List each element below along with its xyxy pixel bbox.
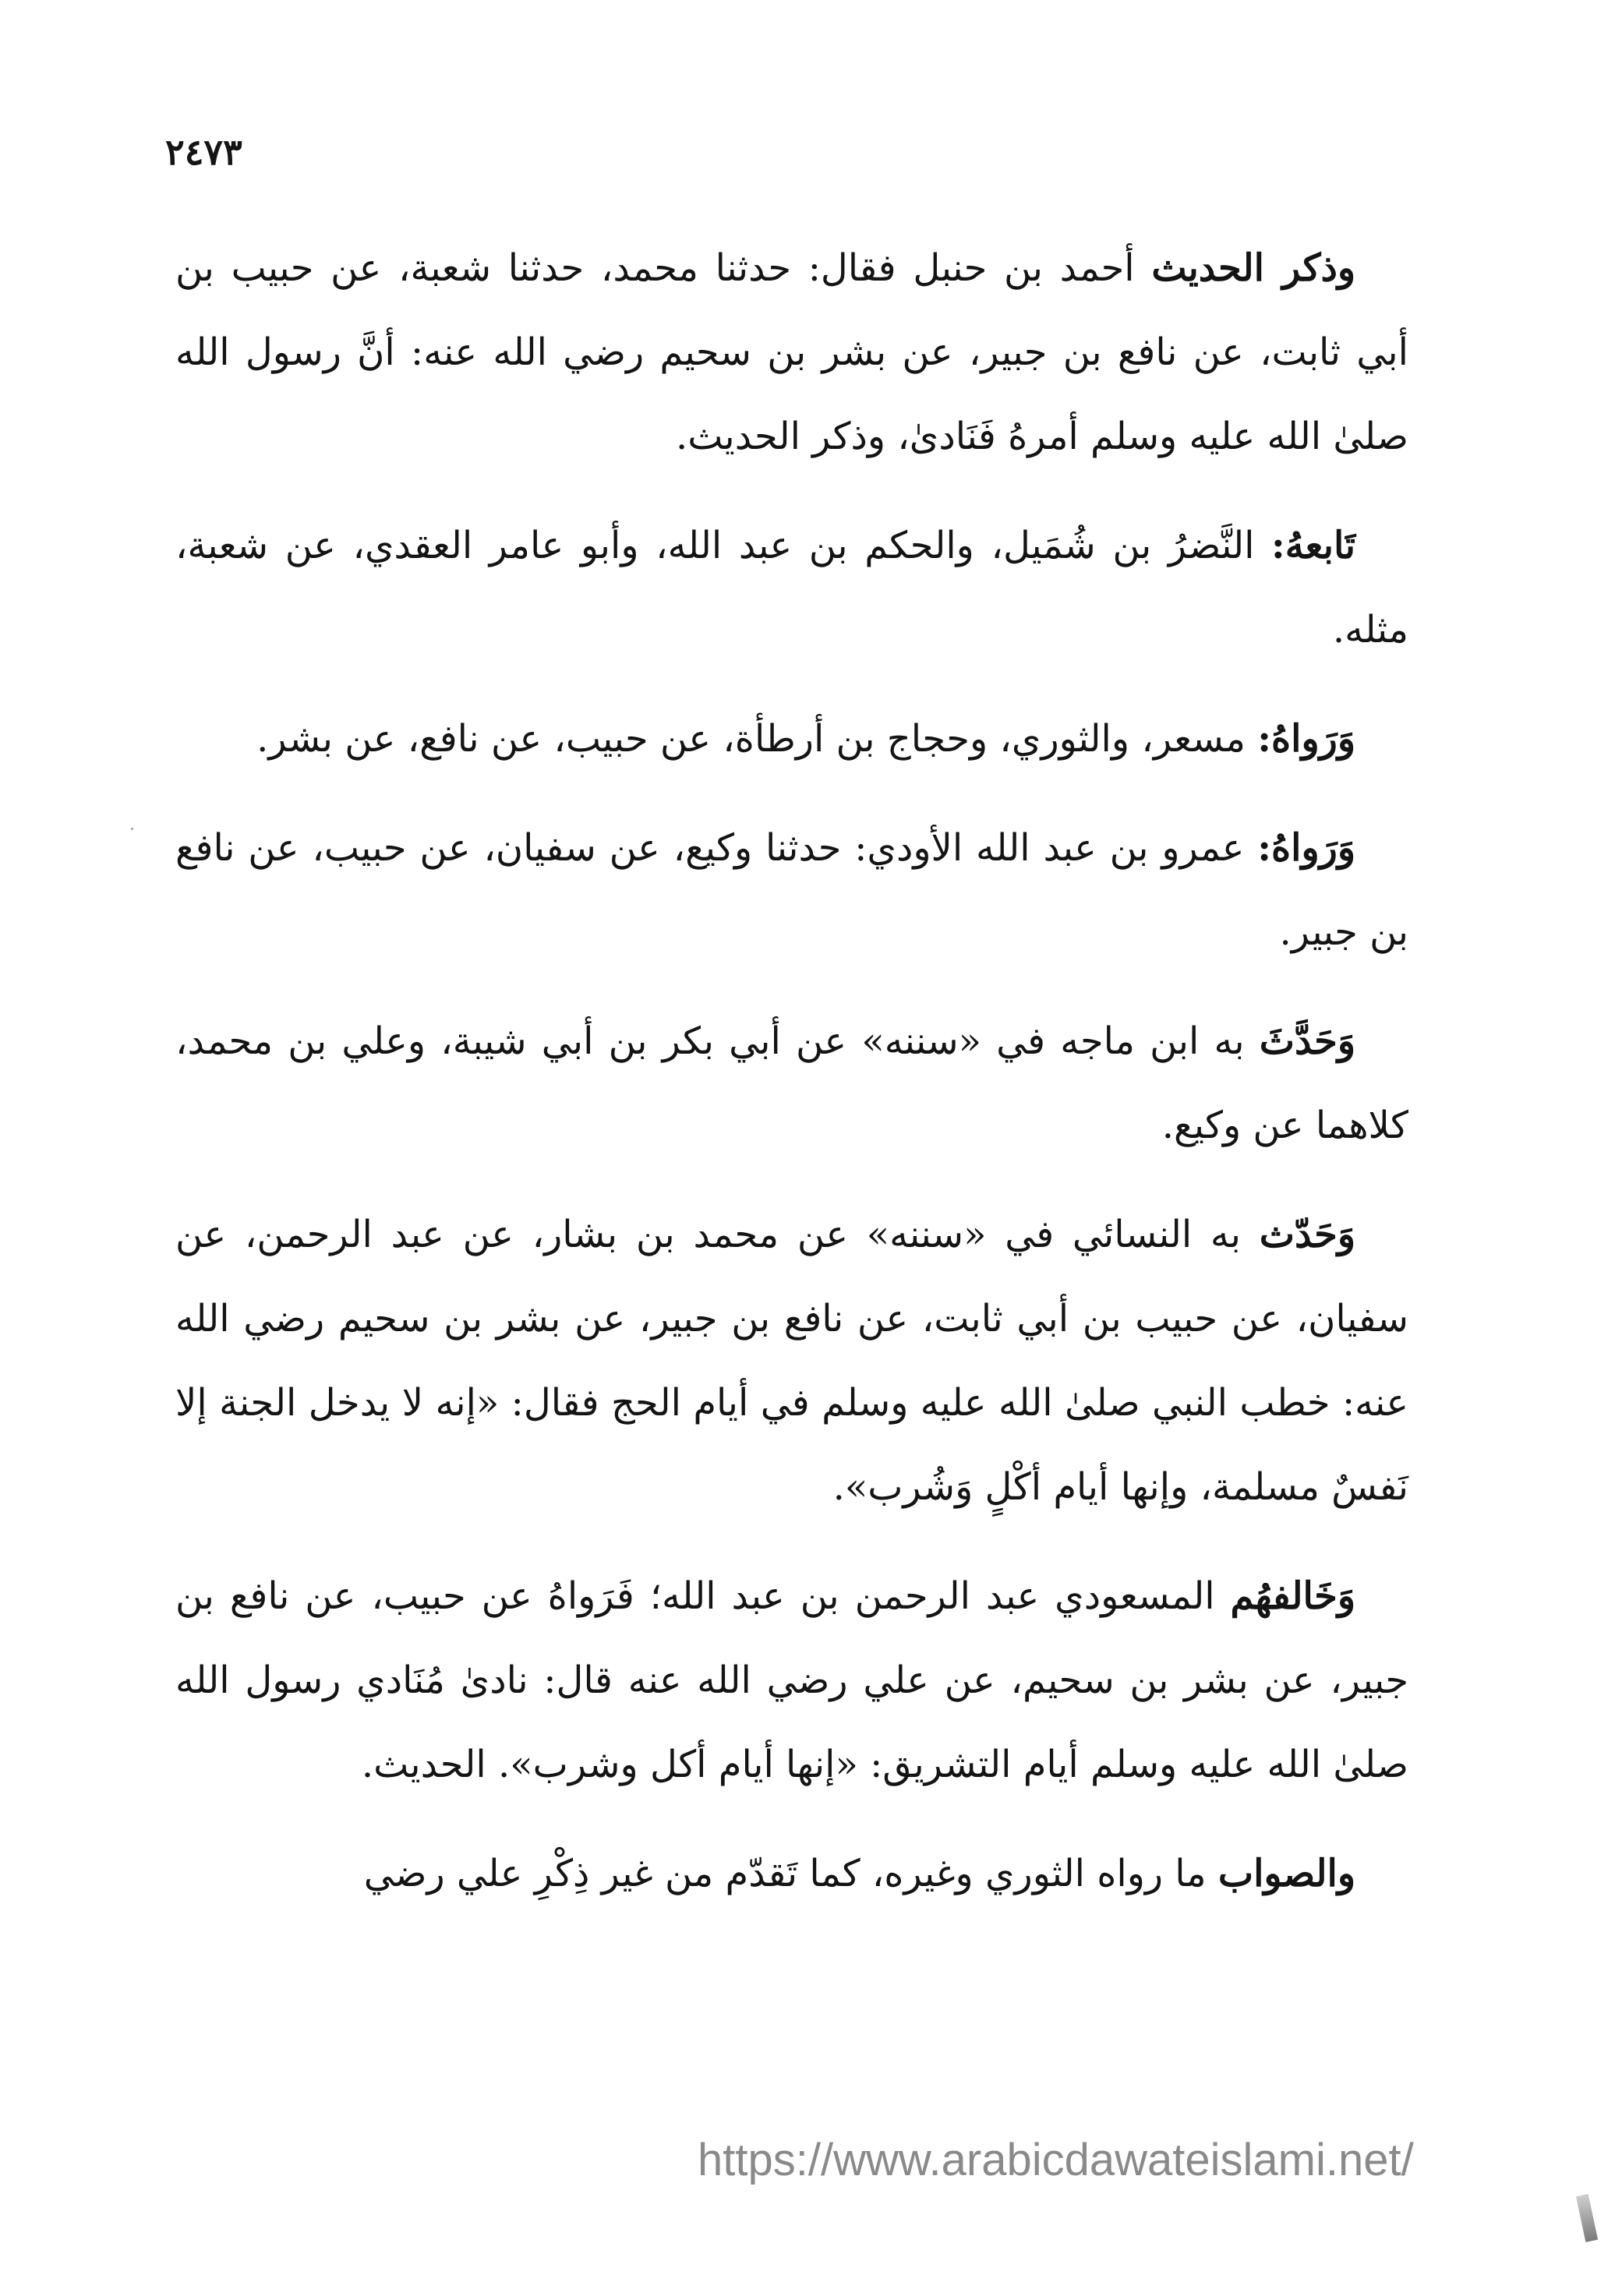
paragraph-text: النَّضرُ بن شُمَيل، والحكم بن عبد الله، وأبو عامر العقدي، عن شعبة، مثله. [175, 524, 1408, 652]
paragraph-text: عمرو بن عبد الله الأودي: حدثنا وكيع، عن سفيان، عن حبيب، عن نافع بن جبير. [175, 826, 1408, 954]
paragraph-lead: والصواب [1217, 1852, 1355, 1895]
paragraph-lead: تَابعهُ: [1271, 524, 1355, 567]
body-text [175, 226, 1408, 1916]
paragraph-lead: وَخَالفهُم [1230, 1574, 1355, 1618]
paragraph-lead: وَرَواهُ: [1257, 826, 1355, 870]
paragraph-text: ما رواه الثوري وغيره، كما تَقدّم من غير ذِكْرِ علي رضي [363, 1852, 1218, 1895]
paragraph [175, 1832, 1408, 1916]
scan-speck [131, 828, 133, 830]
paragraph-text: المسعودي عبد الرحمن بن عبد الله؛ فَرَواهُ عن حبيب، عن نافع بن جبير، عن بشر بن سحيم، عن علي رضي الله عنه قال: نادىٰ مُنَادي رسول الله صلىٰ الله عليه وسلم أيام التشريق: «إنها أيام أكل وشرب». الحديث. [175, 1574, 1408, 1786]
page-number: ٢٤٧٣ [165, 131, 242, 173]
paragraph-text: به ابن ماجه في «سننه» عن أبي بكر بن أبي شيبة، وعلي بن محمد، كلاهما عن وكيع. [175, 1019, 1408, 1147]
paragraph [175, 806, 1408, 974]
paragraph-text: أحمد بن حنبل فقال: حدثنا محمد، حدثنا شعبة، عن حبيب بن أبي ثابت، عن نافع بن جبير، عن بشر بن سحيم رضي الله عنه: أنَّ رسول الله صلىٰ الله عليه وسلم أمرهُ فَنَادىٰ، وذكر الحديث. [175, 246, 1409, 458]
paragraph [175, 999, 1408, 1167]
scan-edge-mark [1576, 2194, 1598, 2242]
paragraph-lead: وَحَدّث [1259, 1213, 1355, 1256]
paragraph-lead: وَحَدَّثَ [1259, 1019, 1355, 1063]
paragraph-lead: وذكر الحديث [1151, 246, 1355, 290]
paragraph-lead: وَرَواهُ: [1257, 717, 1355, 761]
paragraph [175, 1554, 1408, 1807]
paragraph [175, 226, 1408, 479]
paragraph [175, 697, 1408, 781]
watermark-link[interactable]: https://www.arabicdawateislami.net/ [698, 2135, 1414, 2185]
paragraph [175, 503, 1408, 672]
paragraph [175, 1192, 1408, 1529]
paragraph-text: مسعر، والثوري، وحجاج بن أرطأة، عن حبيب، عن نافع، عن بشر. [256, 717, 1258, 761]
paragraph-text: به النسائي في «سننه» عن محمد بن بشار، عن عبد الرحمن، عن سفيان، عن حبيب بن أبي ثابت، عن نافع بن جبير، عن بشر بن سحيم رضي الله عنه: خطب النبي صلىٰ الله عليه وسلم في أيام الحج فقال: «إنه لا يدخل الجنة إلا نَفسٌ مسلمة، وإنها أيام أكْلٍ وَشُرب». [175, 1213, 1409, 1509]
